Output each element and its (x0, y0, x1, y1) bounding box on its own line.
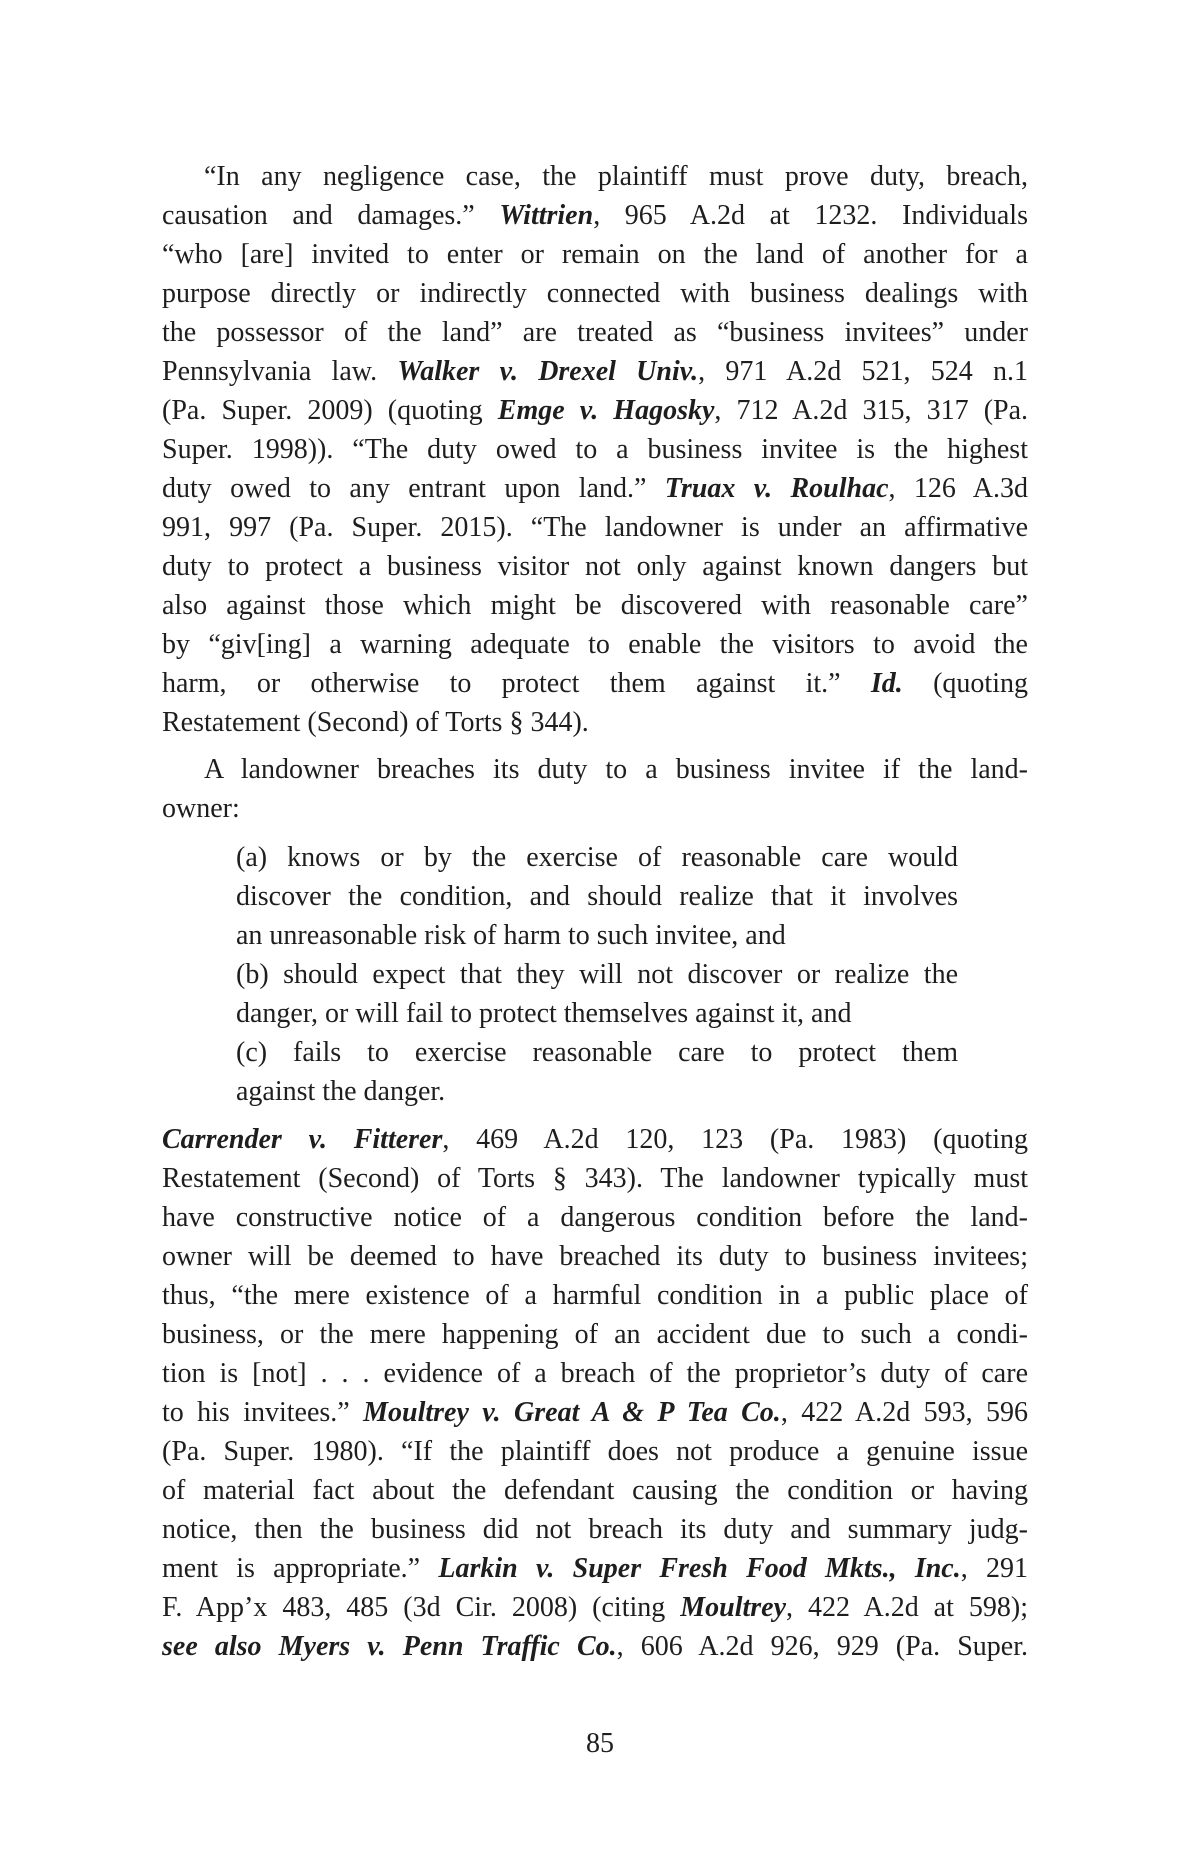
block-quote-line: discover the condition, and should realize that it involves (236, 881, 958, 912)
text-line: duty to protect a business visitor not only against known dangers but (162, 551, 1028, 582)
block-quote-line: (a) knows or by the exercise of reasonable care would (236, 842, 958, 873)
text-line: “who [are] invited to enter or remain on the land of another for a (162, 239, 1028, 270)
case-citation: Walker v. Drexel Univ. (397, 356, 699, 387)
text-line: notice, then the business did not breach its duty and summary judg- (162, 1514, 1028, 1545)
text-line: F. App’x 483, 485 (3d Cir. 2008) (citing Moultrey, 422 A.2d at 598); (162, 1592, 1028, 1623)
text-line: of material fact about the defendant causing the condition or having (162, 1475, 1028, 1506)
page-number: 85 (586, 1728, 614, 1759)
text-line: Carrender v. Fitterer, 469 A.2d 120, 123 (Pa. 1983) (quoting (162, 1124, 1028, 1155)
text-line: tion is [not] . . . evidence of a breach of the proprietor’s duty of care (162, 1358, 1028, 1389)
text-line: A landowner breaches its duty to a business invitee if the land- (204, 754, 1028, 785)
text-line: see also Myers v. Penn Traffic Co., 606 A.2d 926, 929 (Pa. Super. (162, 1631, 1028, 1662)
text-line: Super. 1998)). “The duty owed to a business invitee is the highest (162, 434, 1028, 465)
text-line: 991, 997 (Pa. Super. 2015). “The landowner is under an affirmative (162, 512, 1028, 543)
text-line: ment is appropriate.” Larkin v. Super Fresh Food Mkts., Inc., 291 (162, 1553, 1028, 1584)
block-quote-line: danger, or will fail to protect themselves against it, and (236, 998, 852, 1029)
case-citation: Larkin v. Super Fresh Food Mkts., Inc. (438, 1553, 961, 1584)
case-citation: Id. (870, 668, 903, 699)
text-line: the possessor of the land” are treated as “business invitees” under (162, 317, 1028, 348)
case-citation: Carrender v. Fitterer (162, 1124, 443, 1155)
text-line: causation and damages.” Wittrien, 965 A.2d at 1232. Individuals (162, 200, 1028, 231)
text-line: thus, “the mere existence of a harmful condition in a public place of (162, 1280, 1028, 1311)
case-citation: see also Myers v. Penn Traffic Co. (162, 1631, 617, 1662)
block-quote-line: an unreasonable risk of harm to such invitee, and (236, 920, 786, 951)
text-line: owner: (162, 793, 240, 824)
text-line: also against those which might be discovered with reasonable care” (162, 590, 1028, 621)
text-line: Restatement (Second) of Torts § 343). The landowner typically must (162, 1163, 1028, 1194)
case-citation: Wittrien (499, 200, 594, 231)
text-line: (Pa. Super. 2009) (quoting Emge v. Hagosky, 712 A.2d 315, 317 (Pa. (162, 395, 1029, 426)
case-citation: Truax v. Roulhac (664, 473, 889, 504)
text-line: to his invitees.” Moultrey v. Great A & P Tea Co., 422 A.2d 593, 596 (162, 1397, 1028, 1428)
text-line: Pennsylvania law. Walker v. Drexel Univ., 971 A.2d 521, 524 n.1 (162, 356, 1028, 387)
text-line: business, or the mere happening of an accident due to such a condi- (162, 1319, 1028, 1350)
text-line: have constructive notice of a dangerous condition before the land- (162, 1202, 1028, 1233)
case-citation: Emge v. Hagosky (497, 395, 715, 426)
case-citation: Moultrey v. Great A & P Tea Co. (363, 1397, 781, 1428)
block-quote-line: (b) should expect that they will not discover or realize the (236, 959, 958, 990)
case-citation: Moultrey (680, 1592, 787, 1623)
text-line: duty owed to any entrant upon land.” Truax v. Roulhac, 126 A.3d (162, 473, 1028, 504)
text-line: purpose directly or indirectly connected with business dealings with (162, 278, 1028, 309)
text-line: (Pa. Super. 1980). “If the plaintiff does not produce a genuine issue (162, 1436, 1028, 1467)
text-line: harm, or otherwise to protect them against it.” Id. (quoting (162, 668, 1028, 699)
block-quote-line: (c) fails to exercise reasonable care to protect them (236, 1037, 958, 1068)
block-quote-line: against the danger. (236, 1076, 446, 1107)
text-line: Restatement (Second) of Torts § 344). (162, 707, 589, 738)
text-line: “In any negligence case, the plaintiff must prove duty, breach, (204, 161, 1028, 192)
text-line: by “giv[ing] a warning adequate to enable the visitors to avoid the (162, 629, 1028, 660)
text-line: owner will be deemed to have breached its duty to business invitees; (162, 1241, 1028, 1272)
